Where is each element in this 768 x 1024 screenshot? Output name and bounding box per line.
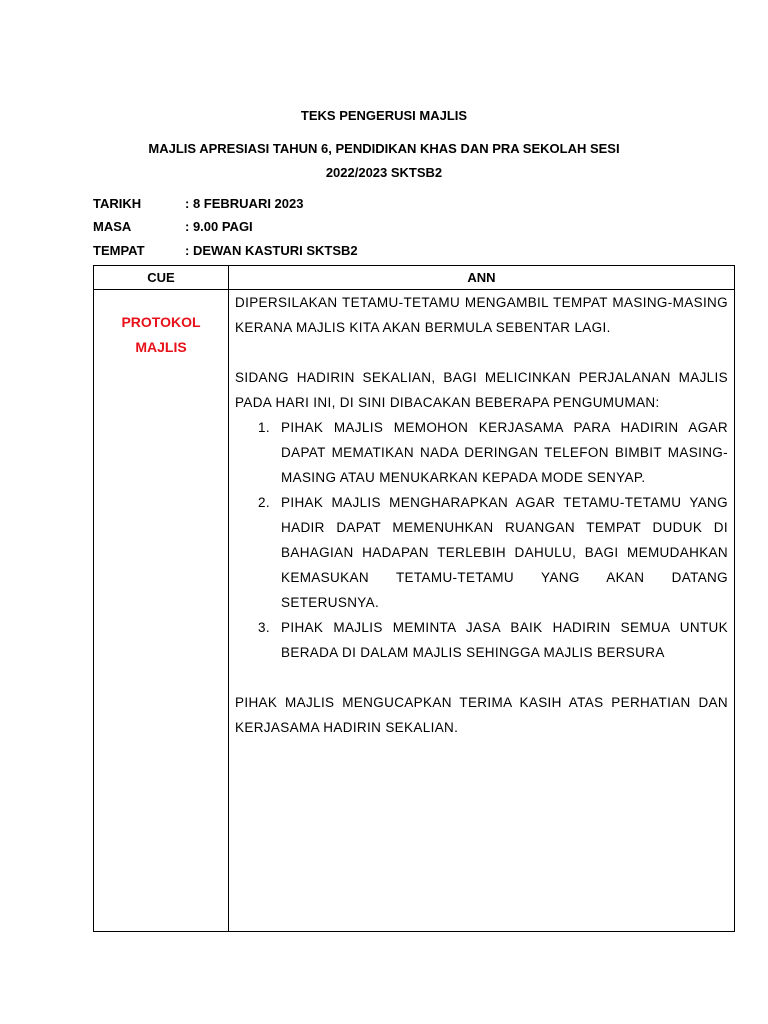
list-text: PIHAK MAJLIS MENGHARAPKAN AGAR TETAMU-TETAMU YANG HADIR DAPAT MEMENUHKAN RUANGAN TEMPAT DUDUK DI BAHAGIAN HADAPAN TERLEBIH DAHULU, BAGI MEMUDAHKAN KEMASUKAN TETAMU-TETAMU YANG AKAN DATANG SETERUSNYA.	[281, 495, 728, 610]
table-row	[94, 290, 735, 932]
ann-column-header: ANN	[229, 266, 735, 290]
cue-label	[94, 310, 228, 360]
cue-cell	[94, 290, 229, 932]
announcement-list	[235, 415, 728, 665]
announcement-cell	[229, 290, 735, 932]
welcome-paragraph: DIPERSILAKAN TETAMU-TETAMU MENGAMBIL TEMPAT MASING-MASING KERANA MAJLIS KITA AKAN BERMULA SEBENTAR LAGI.	[235, 295, 728, 335]
list-number: 2.	[258, 495, 270, 510]
list-item	[235, 490, 728, 615]
script-table	[93, 265, 735, 932]
list-item	[235, 615, 728, 665]
intro-paragraph: SIDANG HADIRIN SEKALIAN, BAGI MELICINKAN PERJALANAN MAJLIS PADA HARI INI, DI SINI DIBACAKAN BEBERAPA PENGUMUMAN:	[235, 370, 728, 410]
list-text: PIHAK MAJLIS MEMOHON KERJASAMA PARA HADIRIN AGAR DAPAT MEMATIKAN NADA DERINGAN TELEFON BIMBIT MASING-MASING ATAU MENUKARKAN KEPADA MODE SENYAP.	[281, 420, 728, 485]
list-number: 1.	[258, 420, 270, 435]
closing-paragraph: PIHAK MAJLIS MENGUCAPKAN TERIMA KASIH ATAS PERHATIAN DAN KERJASAMA HADIRIN SEKALIAN.	[235, 695, 728, 735]
date-label: TARIKH	[93, 196, 142, 211]
document-title: TEKS PENGERUSI MAJLIS	[300, 108, 468, 123]
cue-column-header: CUE	[94, 266, 229, 290]
time-value: : 9.00 PAGI	[185, 219, 253, 234]
cue-line-majlis: MAJLIS	[135, 339, 187, 355]
place-value: : DEWAN KASTURI SKTSB2	[185, 243, 358, 258]
list-number: 3.	[258, 620, 270, 635]
place-label: TEMPAT	[93, 243, 145, 258]
cue-line-protokol: PROTOKOL	[121, 314, 201, 330]
list-text: PIHAK MAJLIS MEMINTA JASA BAIK HADIRIN SEMUA UNTUK BERADA DI DALAM MAJLIS SEHINGGA MAJLIS BERSURA	[281, 620, 728, 660]
time-label: MASA	[93, 219, 132, 234]
document-subtitle-line1: MAJLIS APRESIASI TAHUN 6, PENDIDIKAN KHAS DAN PRA SEKOLAH SESI	[148, 141, 620, 156]
table-header-row	[94, 266, 735, 290]
list-item	[235, 415, 728, 490]
date-value: : 8 FEBRUARI 2023	[185, 196, 304, 211]
document-subtitle-line2: 2022/2023 SKTSB2	[325, 165, 443, 180]
